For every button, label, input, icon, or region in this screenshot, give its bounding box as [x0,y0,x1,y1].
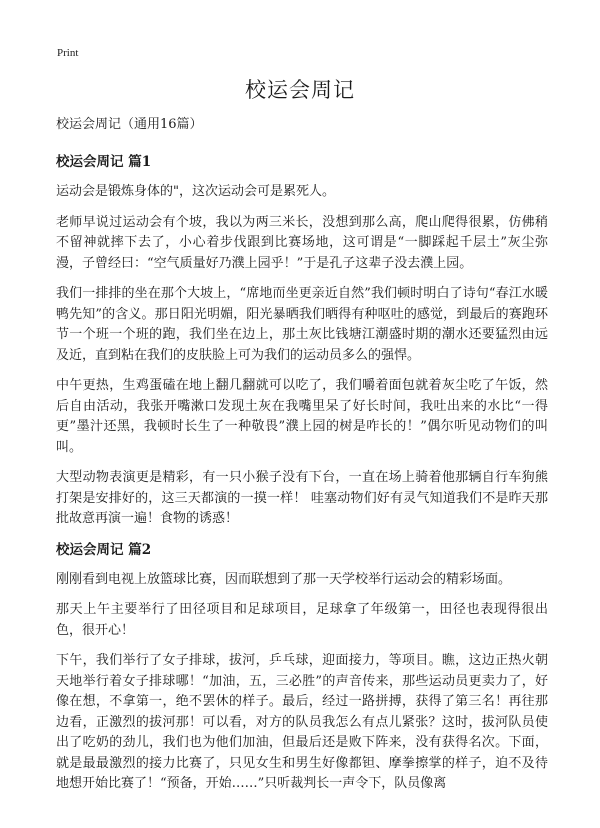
page-title: 校运会周记 [245,78,355,102]
paragraph: 大型动物表演更是精彩，有一只小猴子没有下台，一直在场上骑着他那辆自行车狗熊打架是安排好的，这三天都演的一摸一样！ 哇塞动物们好有灵气知道我们不是昨天那批故意再演一遍！食物的诱惑！ [56,470,548,526]
paragraph: 老师早说过运动会有个坡，我以为两三米长，没想到那么高，爬山爬得很累，仿佛稍不留神就摔下去了，小心着步伐跟到比赛场地，这可谓是“一脚踩起千层土”灰尘弥漫，子曾经曰：“空气质量好乃濮上园乎！”于是孔子这辈子没去濮上园。 [56,214,548,271]
section-heading-1: 校运会周记 篇1 [56,154,152,170]
paragraph: 中午更热，生鸡蛋磕在地上翻几翻就可以吃了，我们嚼着面包就着灰尘吃了午饭，然后自由活动，我张开嘴漱口发现土灰在我嘴里呆了好长时间，我吐出来的水比“一得更”墨汁还黑，我顿时长生了一种敬畏”濮上园的树是咋长的！”偶尔听见动物们的叫叫。 [56,378,548,455]
print-link[interactable]: Print [57,47,79,59]
article-subtitle: 校运会周记（通用16篇） [56,117,203,132]
paragraph: 我们一排排的坐在那个大坡上，“席地而坐更亲近自然”我们顿时明白了诗句“春江水暖鸭先知”的含义。那日阳光明媚，阳光暴晒我们晒得有种呕吐的感觉，到最后的赛跑环节一个班一个班的跑，我们坐在边上，那土灰比钱塘江潮盛时期的潮水还要猛烈由远及近，直到粘在我们的皮肤脸上可为我们的运动员多么的强悍。 [56,286,548,363]
paragraph: 下午，我们举行了女子排球，拔河，乒乓球，迎面接力，等项目。瞧，这边正热火朝天地举行着女子排球哪！“加油，五，三必胜”的声音传来，那些运动员更卖力了，好像在想，不拿第一，绝不罢休的样子。最后，经过一路拼搏，获得了第三名！再往那边看，正激烈的拔河那！可以看，对方的队员我怎么有点儿紧张？这时，拔河队员使出了吃奶的劲儿，我们也为他们加油，但最后还是败下阵来，没有获得名次。下面，就是最最激烈的接力比赛了，只见女生和男生好像都钽、摩拳擦掌的样子，迫不及待地想开始比赛了！“预备，开始……”只听裁判长一声令下，队员像离 [56,653,548,791]
paragraph: 刚刚看到电视上放篮球比赛，因而联想到了那一天学校举行运动会的精彩场面。 [56,571,512,587]
article-body [56,115,548,805]
paragraph: 那天上午主要举行了田径项目和足球项目，足球拿了年级第一，田径也表现得很出色，很开心！ [56,602,548,638]
paragraph: 运动会是锻炼身体的"，这次运动会可是累死人。 [56,184,335,199]
section-heading-2: 校运会周记 篇2 [56,541,152,558]
